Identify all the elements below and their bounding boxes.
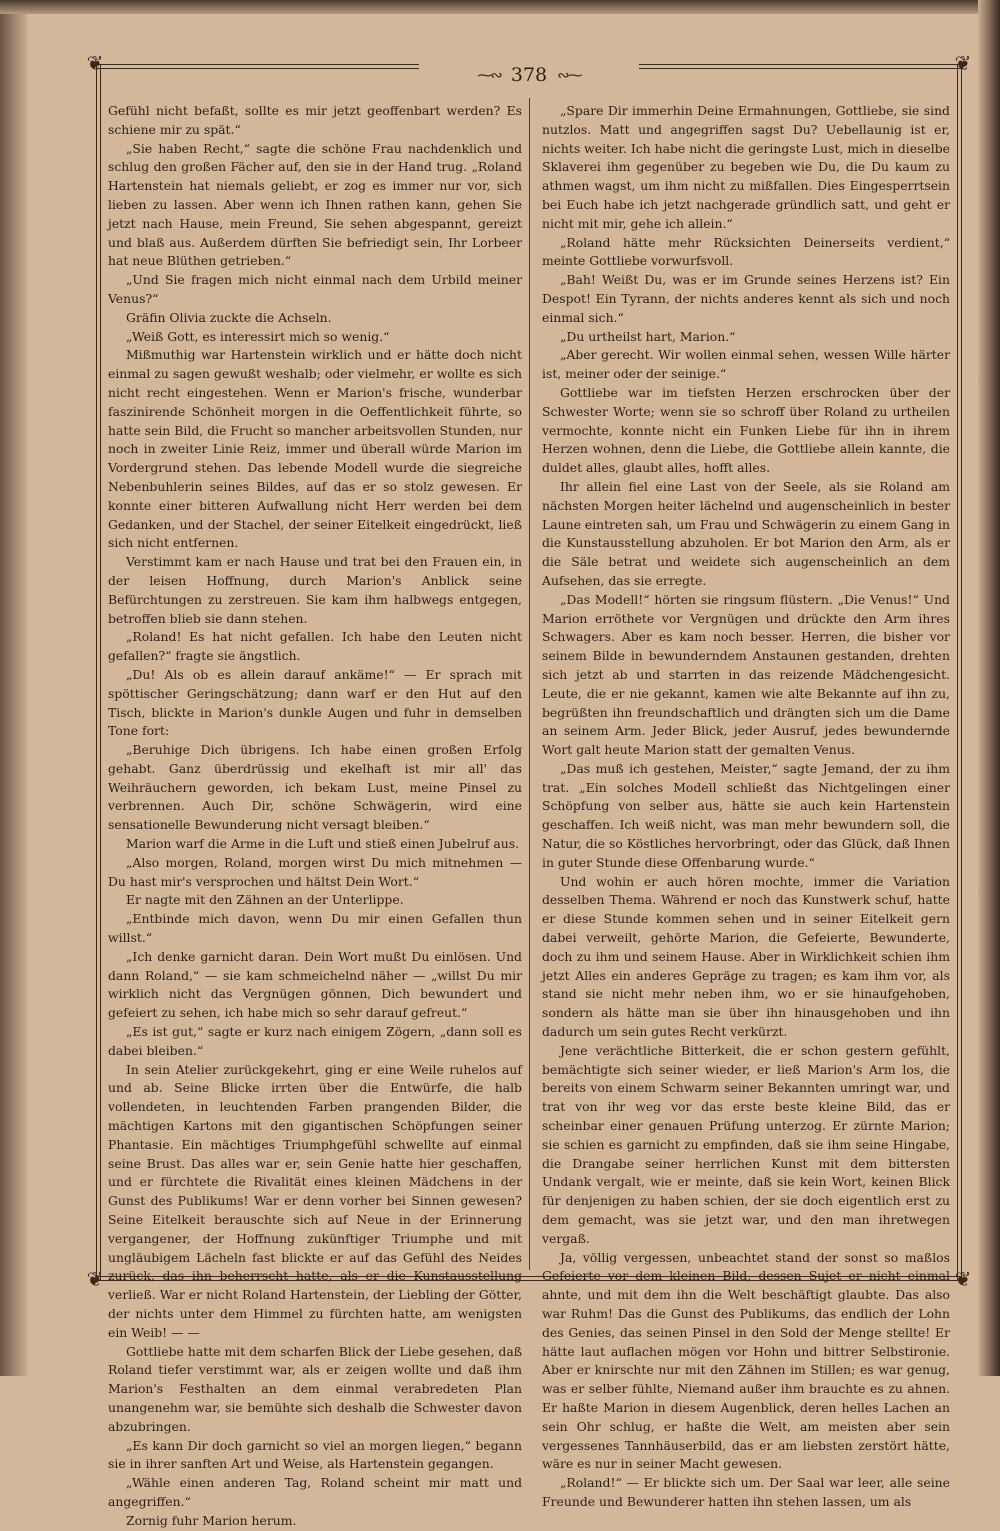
paragraph: „Ich denke garnicht daran. Dein Wort mußt Du einlösen. Und dann Roland,“ — sie kam schmeichelnd näher — „willst Du mir wirklich nicht das Vergnügen gönnen, Dich bewundert und gefeiert zu sehen, ich habe mich so sehr darauf gefreut.“ — [108, 948, 522, 1021]
paragraph: „Entbinde mich davon, wenn Du mir einen Gefallen thun willst.“ — [108, 911, 522, 946]
paragraph: Zornig fuhr Marion herum. — [126, 1512, 297, 1528]
header-ornament-right: ∾⁓ — [557, 66, 581, 84]
paragraph: Und wohin er auch hören mochte, immer die Variation desselben Thema. Während er noch das Kunstwerk schuf, hatte er diese Stunde kommen sehen und in seiner Eitelkeit gern dabei verweilt, gehörte Marion, die Gefeierte, Bewunderte, doch zu ihm und seinem Hause. Aber in Wirklichkeit schien ihm jetzt Alles ein anderes Gepräge zu tragen; es kam ihm vor, als stand sie nicht mehr neben ihm, wo er sie hinaufgehoben, sondern als hätte man sie über ihn hinausgehoben und ihn dadurch um sein gutes Recht verkürzt. — [542, 873, 950, 1040]
paragraph: „Sie haben Recht,“ sagte die schöne Frau nachdenklich und schlug den großen Fächer auf, den sie in der Hand trug. „Roland Hartenstein hat niemals geliebt, er zog es immer nur vor, sich lieben zu lassen. Aber wenn ich Ihnen rathen kann, gehen Sie jetzt nach Hause, mein Freund, Sie sehen abgespannt, gereizt und blaß aus. Außerdem dürften Sie befriedigt sein, Ihr Lorbeer hat neue Blüthen getrieben.“ — [108, 140, 522, 269]
paragraph: „Bah! Weißt Du, was er im Grunde seines Herzens ist? Ein Despot! Ein Tyrann, der nichts anderes kennt als sich und noch einmal sich.“ — [542, 272, 950, 325]
paragraph: „Und Sie fragen mich nicht einmal nach dem Urbild meiner Venus?“ — [108, 272, 522, 306]
paragraph: „Das Modell!“ hörten sie ringsum flüstern. „Die Venus!“ Und Marion erröthete vor Vergnügen und drückte den Arm ihres Schwagers. Aber es kam noch besser. Herren, die bisher vor seinem Bilde in bewunderndem Anstaunen gestanden, drehten sich jetzt ab und starrten in das reizende Mädchengesicht. Leute, die er nie gekannt, kamen wie alte Bekannte auf ihn zu, begrüßten ihn freundschaftlich und drängten sich um die Dame an seinem Arm. Jeder Blick, jeder Ausruf, jedes bewundernde Wort galt heute Marion statt der gemalten Venus. — [542, 591, 950, 758]
paragraph: „Aber gerecht. Wir wollen einmal sehen, wessen Wille härter ist, meiner oder der seinige.“ — [542, 347, 950, 382]
page-top-edge — [0, 0, 1000, 14]
paragraph: Marion warf die Arme in die Luft und stieß einen Jubelruf aus. — [126, 836, 520, 852]
header-ornament-left: ⁓∾ — [477, 66, 501, 84]
paragraph: Gottliebe war im tiefsten Herzen erschrocken über der Schwester Worte; wenn sie so schroff über Roland zu urtheilen vermochte, konnte nicht ein Funken Liebe für ihn in ihrem Herzen wohnen, denn die Liebe, die Gottliebe allein kannte, die duldet alles, glaubt alles, hofft alles. — [542, 384, 950, 476]
corner-ornament-icon: ❦ — [954, 51, 972, 75]
paragraph: „Wähle einen anderen Tag, Roland scheint mir matt und angegriffen.“ — [108, 1475, 522, 1509]
corner-ornament-icon: ❦ — [86, 51, 104, 75]
left-text-column — [108, 102, 522, 1531]
paragraph: „Es kann Dir doch garnicht so viel an morgen liegen,“ begann sie in ihrer sanften Art und Weise, als Hartenstein gegangen. — [108, 1437, 522, 1472]
paragraph: Verstimmt kam er nach Hause und trat bei den Frauen ein, in der leisen Hoffnung, durch Marion's Anblick seine Befürchtungen zu zerstreuen. Sie kam ihm halbwegs entgegen, betroffen blieb sie dann stehen. — [108, 554, 522, 626]
corner-ornament-icon: ❦ — [954, 1267, 972, 1291]
page-header — [419, 62, 639, 88]
left-border — [96, 64, 97, 1281]
paragraph: „Du! Als ob es allein darauf ankäme!“ — Er sprach mit spöttischer Geringschätzung; dann warf er den Hut auf den Tisch, blickte in Marion's dunkle Augen und fuhr in demselben Tone fort: — [108, 666, 522, 739]
paragraph: Ja, völlig vergessen, unbeachtet stand der sonst so maßlos Gefeierte vor dem kleinen Bild, dessen Sujet er nicht einmal ahnte, und mit dem ihn die Welt beschäftigt glaubte. Das also war Ruhm! Das die Gunst des Publikums, das endlich der Lohn des Genies, das seinen Pinsel in den Sold der Menge stellte! Er hätte laut auflachen mögen vor Hohn und bittrer Selbstironie. Aber er knirschte nur mit den Zähnen im Stillen; es war genug, was er selber fühlte, Niemand außer ihm brauchte es zu ahnen. Er haßte Marion in diesem Augenblick, deren helles Lachen an sein Ohr schlug, er haßte die Welt, am meisten aber sein vergessenes Tannhäuserbild, das er am liebsten zerstört hätte, wäre es nur in seiner Macht gewesen. — [542, 1249, 950, 1472]
paragraph: Ihr allein fiel eine Last von der Seele, als sie Roland am nächsten Morgen heiter lächelnd und augenscheinlich in bester Laune eintreten sah, um Frau und Schwägerin zu einem Gang in die Kunstausstellung abzuholen. Er bot Marion den Arm, als er die Säle betrat und weidete sich augenscheinlich an dem Aufsehen, das sie erregte. — [542, 478, 950, 588]
corner-ornament-icon: ❦ — [86, 1267, 104, 1291]
left-border-inner — [100, 64, 101, 1281]
paragraph: „Du urtheilst hart, Marion.“ — [560, 328, 736, 344]
right-border-inner — [957, 64, 958, 1281]
page-right-edge — [978, 0, 1000, 1376]
book-spine-shadow — [0, 0, 28, 1376]
paragraph: „Weiß Gott, es interessirt mich so wenig.“ — [126, 328, 390, 344]
paragraph: „Es ist gut,“ sagte er kurz nach einigem Zögern, „dann soll es dabei bleiben.“ — [108, 1024, 522, 1058]
page-frame — [86, 51, 972, 1528]
paragraph: Gräfin Olivia zuckte die Achseln. — [126, 309, 332, 325]
paragraph: „Roland! Es hat nicht gefallen. Ich habe den Leuten nicht gefallen?“ fragte sie ängstlich. — [108, 629, 522, 664]
paragraph: Jene verächtliche Bitterkeit, die er schon gestern gefühlt, bemächtigte sich seiner wieder, er ließ Marion's Arm los, die bereits von einem Schwarm seiner Bekannten umringt war, und trat von ihr weg vor das erste beste kleine Bild, das er scheinbar einer genauen Prüfung unterzog. Er zürnte Marion; sie schien es garnicht zu empfinden, daß sie ihm seine Hingabe, die Drangabe seiner herrlichen Kunst mit dem bittersten Undank vergalt, wie er meinte, daß sie kein Wort, keinen Blick für denjenigen zu haben schien, der sie doch eigentlich erst zu dem gemacht, was sie jetzt war, und den man ihretwegen vergaß. — [542, 1042, 950, 1246]
paragraph: „Roland hätte mehr Rücksichten Deinerseits verdient,“ meinte Gottliebe vorwurfsvoll. — [542, 234, 950, 269]
paragraph: Mißmuthig war Hartenstein wirklich und er hätte doch nicht einmal zu sagen gewußt weshalb; oder vielmehr, er wollte es sich nicht recht eingestehen. Wenn er Marion's frische, wunderbar faszinirende Schönheit morgen in die Oeffentlichkeit führte, so hatte sein Bild, die Frucht so mancher arbeitsvollen Stunden, nur noch in zweiter Linie Reiz, immer und überall würde Marion im Vordergrund stehen. Das lebende Modell wurde die siegreiche Nebenbuhlerin seines Bildes, auf das er so stolz gewesen. Er konnte einer bitteren Aufwallung nicht Herr werden bei dem Gedanken, und der Stachel, der seiner Eitelkeit eingedrückt, ließ sich nicht entfernen. — [108, 347, 522, 551]
right-text-column — [542, 102, 950, 1512]
paragraph: „Beruhige Dich übrigens. Ich habe einen großen Erfolg gehabt. Ganz überdrüssig und ekelhaft ist mir all' das Weihräuchern geworden, ich bekam Lust, meine Pinsel zu verbrennen. Auch Dir, schöne Schwägerin, wird eine sensationelle Bewunderung nicht versagt bleiben.“ — [108, 742, 522, 833]
paragraph: Er nagte mit den Zähnen an der Unterlippe. — [126, 892, 404, 908]
paragraph: „Spare Dir immerhin Deine Ermahnungen, Gottliebe, sie sind nutzlos. Matt und angegriffen sagst Du? Uebellaunig ist er, nichts weiter. Ich habe nicht die geringste Lust, mich in dieselbe Sklaverei ihm gegenüber zu begeben wie Du, die Du kaum zu athmen wagst, um ihm nicht zu mißfallen. Dies Eingesperrtsein bei Euch habe ich jetzt nachgerade gründlich satt, und geht er nicht mit mir, gehe ich allein.“ — [542, 103, 950, 231]
page-number: 378 — [510, 64, 548, 86]
paragraph: Gefühl nicht befaßt, sollte es mir jetzt geoffenbart werden? Es schiene mir zu spät.“ — [108, 103, 522, 137]
paragraph: Gottliebe hatte mit dem scharfen Blick der Liebe gesehen, daß Roland tiefer verstimmt war, als er zeigen wollte und daß ihm Marion's Festhalten an dem einmal verabredeten Plan unangenehm war, sie bemühte sich deshalb die Schwester davon abzubringen. — [108, 1343, 522, 1434]
paragraph: „Roland!“ — Er blickte sich um. Der Saal war leer, alle seine Freunde und Bewunderer hatten ihn stehen lassen, um als — [542, 1475, 950, 1509]
paragraph: „Also morgen, Roland, morgen wirst Du mich mitnehmen — Du hast mir's versprochen und hältst Dein Wort.“ — [108, 854, 522, 889]
column-divider — [529, 98, 530, 1270]
right-border — [961, 64, 962, 1281]
paragraph: In sein Atelier zurückgekehrt, ging er eine Weile ruhelos auf und ab. Seine Blicke irrten über die Entwürfe, die halb vollendeten, in leuchtenden Farben prangenden Bilder, die mächtigen Kartons mit den gigantischen Schöpfungen seiner Phantasie. Ein mächtiges Triumphgefühl schwellte auf einmal seine Brust. Das alles war er, sein Genie hatte hier geschaffen, und er fürchtete die Rivalität eines kleinen Mädchens in der Gunst des Publikums! War er denn vorher bei Sinnen gewesen? Seine Eitelkeit berauschte sich auf Neue in der Erinnerung vergangener, der Hoffnung zukünftiger Triumphe und mit ungläubigem Lächeln fast blickte er auf das Gefühl des Neides zurück, das ihn beherrscht hatte, als er die Kunstausstellung verließ. War er nicht Roland Hartenstein, der Liebling der Götter, der nichts unter dem Himmel zu fürchten hatte, am wenigsten ein Weib! — — — [108, 1061, 522, 1340]
paragraph: „Das muß ich gestehen, Meister,“ sagte Jemand, der zu ihm trat. „Ein solches Modell schließt das Nichtgelingen einer Schöpfung von selber aus, hätte sie auch kein Hartenstein geschaffen. Ich weiß nicht, was man mehr bewundern soll, die Natur, die so Köstliches hervorbringt, oder das Glück, daß Ihnen in guter Stunde diese Offenbarung wurde.“ — [542, 760, 950, 870]
